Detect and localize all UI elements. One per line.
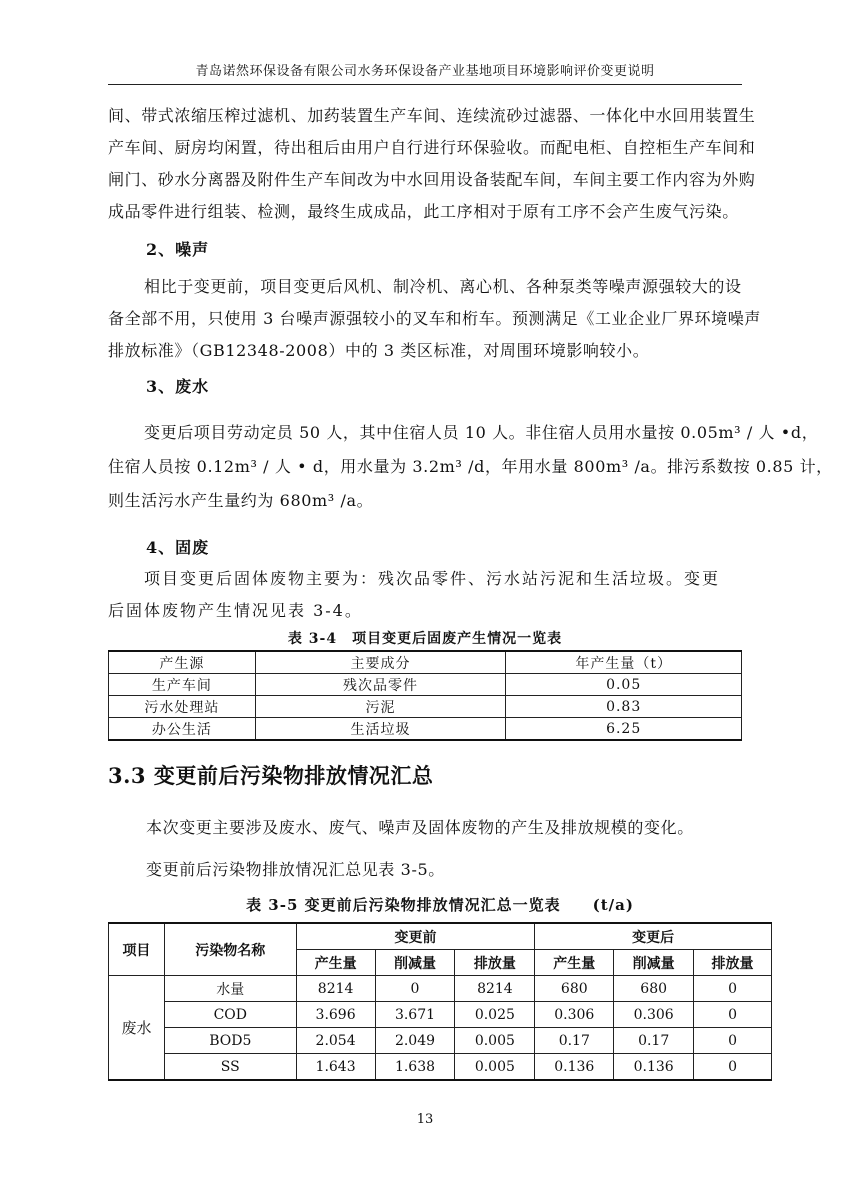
table-cell: 0.306 <box>535 1002 614 1028</box>
table-cell: 0 <box>375 976 455 1002</box>
table-row <box>109 1002 772 1028</box>
table-cell: 8214 <box>296 976 375 1002</box>
wastewater-line: 则生活污水产生量约为 680m³ /a。 <box>108 491 374 510</box>
table-cell: 2.049 <box>375 1028 455 1054</box>
table-cell: 0.136 <box>535 1054 614 1081</box>
table-header-row <box>109 651 742 674</box>
wastewater-line: 住宿人员按 0.12m³ / 人 • d，用水量为 3.2m³ /d，年用水量 800m³ /a。排污系数按 0.85 计， <box>108 457 833 476</box>
table-row <box>109 718 742 741</box>
table-cell: 0 <box>694 976 772 1002</box>
noise-line: 相比于变更前，项目变更后风机、制冷机、离心机、各种泵类等噪声源强较大的设 <box>144 277 742 296</box>
table-cell: 680 <box>535 976 614 1002</box>
solid-line: 后固体废物产生情况见表 3-4。 <box>108 601 363 620</box>
table-row <box>109 674 742 696</box>
solid-line: 项目变更后固体废物主要为：残次品零件、污水站污泥和生活垃圾。变更 <box>144 569 721 588</box>
table-3-5 <box>108 922 772 1081</box>
table-cell: 680 <box>614 976 694 1002</box>
table-cell: 3.671 <box>375 1002 455 1028</box>
page-header: 青岛诺然环保设备有限公司水务环保设备产业基地项目环境影响评价变更说明 <box>195 64 655 79</box>
table-cell: 污水处理站 <box>109 696 256 718</box>
noise-paragraph <box>108 271 761 367</box>
header-cell: 削减量 <box>375 950 455 976</box>
table-cell: 3.696 <box>296 1002 375 1028</box>
wastewater-heading: 3、废水 <box>146 377 210 396</box>
table-cell: 0 <box>694 1028 772 1054</box>
table-cell: BOD5 <box>164 1028 296 1054</box>
header-cell: 产生源 <box>109 651 256 674</box>
header-cell: 主要成分 <box>255 651 506 674</box>
intro-paragraph <box>108 100 756 228</box>
table-cell: 生产车间 <box>109 674 256 696</box>
category-cell: 废水 <box>109 976 165 1081</box>
table-cell: COD <box>164 1002 296 1028</box>
table-3-4 <box>108 650 742 741</box>
table-cell: 1.643 <box>296 1054 375 1081</box>
table-header-row <box>109 923 772 950</box>
solid-paragraph <box>108 563 742 627</box>
table-cell: 0 <box>694 1054 772 1081</box>
table-cell: SS <box>164 1054 296 1081</box>
table-cell: 0.005 <box>455 1054 535 1081</box>
header-group-before: 变更前 <box>296 923 535 950</box>
noise-line: 排放标准》（GB12348-2008）中的 3 类区标准，对周围环境影响较小。 <box>108 341 650 360</box>
intro-line: 间、带式浓缩压榨过滤机、加药装置生产车间、连续流砂过滤器、一体化中水回用装置生 <box>108 106 756 125</box>
table-cell: 办公生活 <box>109 718 256 741</box>
section-3-3-title: 3.3 变更前后污染物排放情况汇总 <box>108 763 434 788</box>
noise-heading: 2、噪声 <box>146 240 210 259</box>
table-cell: 0.005 <box>455 1028 535 1054</box>
table-cell: 水量 <box>164 976 296 1002</box>
header-cell: 排放量 <box>455 950 535 976</box>
table-cell: 1.638 <box>375 1054 455 1081</box>
page-number: 13 <box>416 1112 434 1127</box>
table34-caption: 表 3-4 项目变更后固废产生情况一览表 <box>287 631 563 647</box>
header-cell: 削减量 <box>614 950 694 976</box>
table-cell: 2.054 <box>296 1028 375 1054</box>
table-row <box>109 976 772 1002</box>
table-cell: 0.025 <box>455 1002 535 1028</box>
table-cell: 0.17 <box>535 1028 614 1054</box>
section-3-3-p1: 本次变更主要涉及废水、废气、噪声及固体废物的产生及排放规模的变化。 <box>146 818 694 837</box>
header-cell: 污染物名称 <box>164 923 296 976</box>
header-cell: 产生量 <box>535 950 614 976</box>
table-cell: 0.17 <box>614 1028 694 1054</box>
header-cell: 项目 <box>109 923 165 976</box>
table-cell: 8214 <box>455 976 535 1002</box>
header-cell: 年产生量（t） <box>506 651 742 674</box>
table-row <box>109 696 742 718</box>
table-row <box>109 1028 772 1054</box>
table-cell: 6.25 <box>506 718 742 741</box>
intro-line: 成品零件进行组装、检测，最终生成成品，此工序相对于原有工序不会产生废气污染。 <box>108 202 739 221</box>
table-cell: 残次品零件 <box>255 674 506 696</box>
intro-line: 闸门、砂水分离器及附件生产车间改为中水回用设备装配车间，车间主要工作内容为外购 <box>108 170 756 189</box>
table-cell: 0.05 <box>506 674 742 696</box>
table-cell: 生活垃圾 <box>255 718 506 741</box>
header-group-after: 变更后 <box>535 923 772 950</box>
wastewater-line: 变更后项目劳动定员 50 人，其中住宿人员 10 人。非住宿人员用水量按 0.05m³ / 人 •d， <box>144 423 819 442</box>
noise-line: 备全部不用，只使用 3 台噪声源强较小的叉车和桁车。预测满足《工业企业厂界环境噪声 <box>108 309 761 328</box>
table-cell: 0.83 <box>506 696 742 718</box>
header-rule <box>108 84 742 85</box>
header-cell: 产生量 <box>296 950 375 976</box>
table35-caption: 表 3-5 变更前后污染物排放情况汇总一览表 (t/a) <box>246 896 634 914</box>
table-cell: 污泥 <box>255 696 506 718</box>
section-3-3-p2: 变更前后污染物排放情况汇总见表 3-5。 <box>146 860 445 879</box>
wastewater-paragraph <box>108 416 833 518</box>
table-cell: 0 <box>694 1002 772 1028</box>
header-cell: 排放量 <box>694 950 772 976</box>
table-cell: 0.306 <box>614 1002 694 1028</box>
table-row <box>109 1054 772 1081</box>
table-cell: 0.136 <box>614 1054 694 1081</box>
intro-line: 产车间、厨房均闲置，待出租后由用户自行进行环保验收。而配电柜、自控柜生产车间和 <box>108 138 756 157</box>
solid-heading: 4、固废 <box>146 538 210 557</box>
